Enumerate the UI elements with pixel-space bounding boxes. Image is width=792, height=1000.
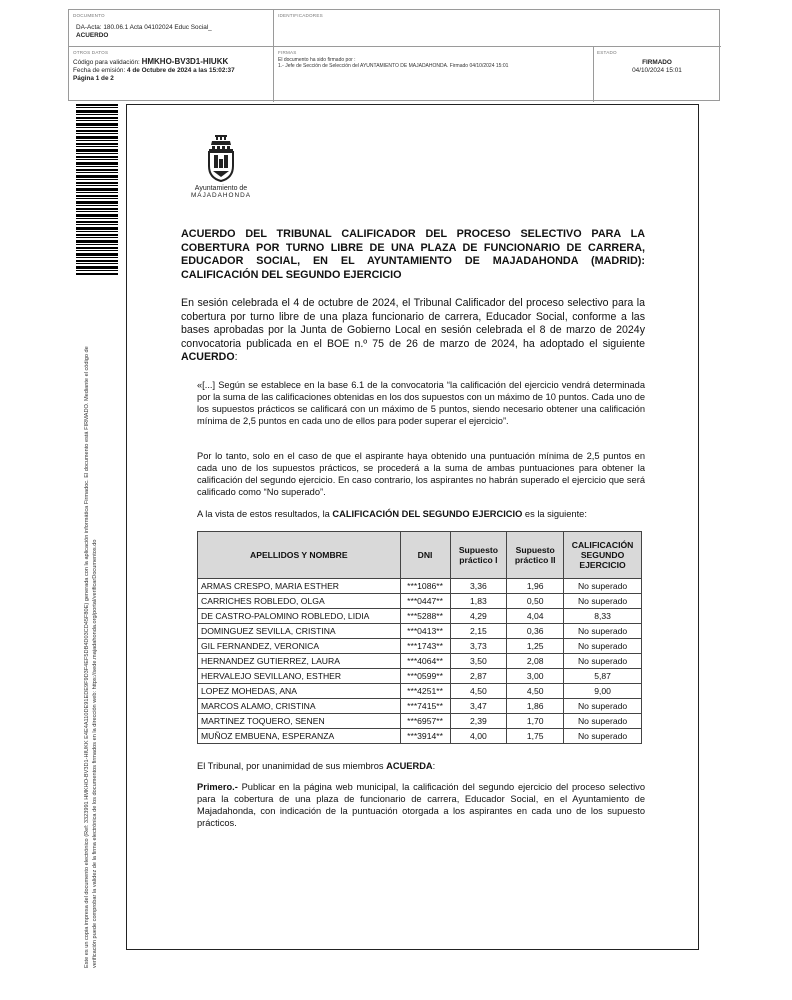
applicant-name: MUÑOZ EMBUENA, ESPERANZA [198, 729, 401, 744]
applicant-dni: ***5288** [400, 609, 450, 624]
estado-date: 04/10/2024 15:01 [632, 67, 682, 74]
applicant-dni: ***7415** [400, 699, 450, 714]
applicant-name: MARCOS ALAMO, CRISTINA [198, 699, 401, 714]
score-supuesto-1: 1,83 [450, 594, 507, 609]
header-dni: DNI [400, 532, 450, 579]
final-grade: No superado [564, 624, 642, 639]
otros-datos-cell [73, 50, 271, 83]
applicant-dni: ***6957** [400, 714, 450, 729]
score-supuesto-2: 1,96 [507, 579, 564, 594]
tribunal-end: : [432, 761, 436, 771]
table-row [198, 594, 642, 609]
header-supuesto-2: Supuesto práctico II [507, 532, 564, 579]
emission-date-label: Fecha de emisión: [73, 67, 127, 74]
applicant-dni: ***1743** [400, 639, 450, 654]
score-supuesto-2: 1,25 [507, 639, 564, 654]
applicant-dni: ***4064** [400, 654, 450, 669]
header-apellidos: APELLIDOS Y NOMBRE [198, 532, 401, 579]
score-supuesto-1: 2,39 [450, 714, 507, 729]
page-number: Página 1 de 2 [73, 75, 114, 82]
firmas-line: El documento ha sido firmado por : [278, 57, 356, 63]
estado-cell [597, 50, 717, 75]
validation-code-label: Código para validación: [73, 59, 142, 66]
applicant-name: GIL FERNANDEZ, VERONICA [198, 639, 401, 654]
otros-datos-label: OTROS DATOS [73, 50, 109, 55]
applicant-name: ARMAS CRESPO, MARIA ESTHER [198, 579, 401, 594]
emission-date [73, 67, 271, 75]
side-verification-url: verificación puede comprobar la validez de la firma electrónica de los documentos firmados en la dirección web: https://sede.majadahonda.org/portal/verificarDocumentos.do [92, 539, 98, 968]
applicant-name: LOPEZ MOHEDAS, ANA [198, 684, 401, 699]
applicant-name: DOMINGUEZ SEVILLA, CRISTINA [198, 624, 401, 639]
applicant-dni: ***0599** [400, 669, 450, 684]
quote-base-paragraph: «[...] Según se establece en la base 6.1 de la convocatoria “la calificación del ejercicio vendrá determinada por la suma de las calificaciones obtenidas en los dos supuestos con un máximo de 10 puntos. Cada uno de los supuestos prácticos se calificará con un máximo de 5 puntos, siendo necesario obtener una calificación mínima de 2,5 puntos en cada uno de ellos para poder superar el ejercicio”. [197, 380, 645, 426]
final-grade: No superado [564, 579, 642, 594]
documento-cell [73, 13, 269, 40]
estado-value: FIRMADO [642, 59, 672, 66]
table-row [198, 609, 642, 624]
score-supuesto-1: 2,15 [450, 624, 507, 639]
firmas-label: FIRMAS [278, 50, 297, 55]
score-supuesto-1: 3,47 [450, 699, 507, 714]
results-table [197, 531, 642, 744]
results-intro [197, 508, 645, 520]
table-row [198, 654, 642, 669]
score-supuesto-1: 3,36 [450, 579, 507, 594]
header-supuesto-1: Supuesto práctico I [450, 532, 507, 579]
document-title: ACUERDO DEL TRIBUNAL CALIFICADOR DEL PROCESO SELECTIVO PARA LA COBERTURA POR TURNO LIBRE DE UNA PLAZA DE FUNCIONARIO DE CARRERA, EDUCADOR SOCIAL, EN EL AYUNTAMIENTO DE MAJADAHONDA (MADRID): CALIFICACIÓN DEL SEGUNDO EJERCICIO [181, 228, 645, 281]
logo-text-line2: MAJADAHONDA [190, 192, 251, 199]
identificadores-cell [278, 13, 578, 18]
score-supuesto-1: 3,73 [450, 639, 507, 654]
side-verification-text: Este es un copia impresa del documento electrónico (Ref: 3323991 HMKHO-BV3D1-HIUKK E4E4A110DE91EDE9F9D3F4EF5DB4D03CD45F80E) generada con la aplicación informática Firmadoc. El documento está FIRMADO. Mediante el código de [84, 346, 90, 968]
validation-code-value: HMKHO-BV3D1-HIUKK [141, 57, 229, 66]
header-divider [593, 46, 594, 102]
final-grade: No superado [564, 699, 642, 714]
table-row [198, 639, 642, 654]
applicant-dni: ***0447** [400, 594, 450, 609]
score-supuesto-1: 2,87 [450, 669, 507, 684]
final-grade: No superado [564, 714, 642, 729]
table-row [198, 684, 642, 699]
final-grade: No superado [564, 729, 642, 744]
score-supuesto-2: 1,70 [507, 714, 564, 729]
barcode-image [76, 104, 118, 276]
score-supuesto-2: 2,08 [507, 654, 564, 669]
firmas-signer: 1.- Jefe de Sección de Selección del AYUNTAMIENTO DE MAJADAHONDA. Firmado 04/10/2024 15:01 [278, 63, 509, 70]
tribunal-pre: El Tribunal, por unanimidad de sus miembros [197, 761, 387, 771]
score-supuesto-1: 4,50 [450, 684, 507, 699]
score-supuesto-2: 4,04 [507, 609, 564, 624]
tribunal-acuerda: ACUERDA [386, 761, 433, 771]
table-row [198, 714, 642, 729]
results-intro-pre: A la vista de estos resultados, la [197, 509, 333, 519]
score-supuesto-2: 3,00 [507, 669, 564, 684]
document-reference: DA-Acta: 180.06.1 Acta 04102024 Educ Social_ [76, 24, 212, 31]
final-grade: No superado [564, 594, 642, 609]
primero-label: Primero.- [197, 782, 238, 792]
intro-paragraph [181, 297, 645, 365]
logo-text-line1: Ayuntamiento de [194, 185, 248, 192]
final-grade: No superado [564, 654, 642, 669]
table-header-row [198, 532, 642, 579]
score-supuesto-1: 4,29 [450, 609, 507, 624]
score-supuesto-2: 0,36 [507, 624, 564, 639]
applicant-dni: ***1086** [400, 579, 450, 594]
header-calificacion: CALIFICACIÓN SEGUNDO EJERCICIO [564, 532, 642, 579]
applicant-name: HERNANDEZ GUTIERREZ, LAURA [198, 654, 401, 669]
intro-acuerdo: ACUERDO [181, 351, 235, 364]
header-divider [273, 10, 274, 102]
applicant-name: MARTINEZ TOQUERO, SENEN [198, 714, 401, 729]
table-row [198, 579, 642, 594]
identificadores-label: IDENTIFICADORES [278, 13, 323, 18]
final-grade: 9,00 [564, 684, 642, 699]
document-header [68, 9, 720, 101]
applicant-name: HERVALEJO SEVILLANO, ESTHER [198, 669, 401, 684]
applicant-name: CARRICHES ROBLEDO, OLGA [198, 594, 401, 609]
table-row [198, 699, 642, 714]
coat-of-arms-icon [204, 134, 238, 182]
documento-label: DOCUMENTO [73, 13, 105, 18]
score-supuesto-2: 1,75 [507, 729, 564, 744]
quote-consequence-paragraph: Por lo tanto, solo en el caso de que el aspirante haya obtenido una puntuación mínima de 2,5 puntos en cada uno de los supuestos prácticos, se procederá a la suma de ambas puntuaciones para obtener la calificación del segundo ejercicio. En caso contrario, los aspirantes no habrán superado el ejercicio que será calificado como “No superado”. [197, 451, 645, 497]
score-supuesto-2: 4,50 [507, 684, 564, 699]
applicant-name: DE CASTRO-PALOMINO ROBLEDO, LIDIA [198, 609, 401, 624]
results-intro-post: es la siguiente: [522, 509, 587, 519]
intro-text: En sesión celebrada el 4 de octubre de 2024, el Tribunal Calificador del proceso selectivo para la cobertura por turno libre de una plaza funcionario de carrera, Educador Social, conforme a las bases aprobadas por la Junta de Gobierno Local en sesión celebrada el 8 de marzo de 2024y convocatoria publicada en el BOE n.º 75 de 26 de marzo de 2024, ha adoptado el siguiente [181, 297, 645, 350]
applicant-dni: ***4251** [400, 684, 450, 699]
majadahonda-logo [186, 134, 256, 199]
results-intro-bold: CALIFICACIÓN DEL SEGUNDO EJERCICIO [332, 509, 523, 519]
score-supuesto-2: 1,86 [507, 699, 564, 714]
score-supuesto-2: 0,50 [507, 594, 564, 609]
final-grade: 5,87 [564, 669, 642, 684]
document-reference-2: ACUERDO [76, 32, 109, 39]
table-row [198, 669, 642, 684]
intro-end: : [234, 351, 238, 364]
final-grade: No superado [564, 639, 642, 654]
table-row [198, 624, 642, 639]
final-grade: 8,33 [564, 609, 642, 624]
emission-date-value: 4 de Octubre de 2024 a las 15:02:37 [127, 67, 235, 74]
tribunal-line [197, 760, 645, 772]
applicant-dni: ***0413** [400, 624, 450, 639]
primero-text: Publicar en la página web municipal, la calificación del segundo ejercicio del proceso selectivo para la cobertura de una plaza de funcionario de carrera, Educador Social, en el Ayuntamiento de Majadahonda, con indicación de la puntuación otorgada a los aspirantes en cada uno de los supuesto prácticos. [197, 782, 645, 828]
firmas-cell [278, 50, 590, 70]
validation-code [73, 58, 271, 67]
estado-label: ESTADO [597, 50, 617, 55]
applicant-dni: ***3914** [400, 729, 450, 744]
primero-paragraph [197, 781, 645, 829]
header-divider [69, 46, 721, 47]
score-supuesto-1: 4,00 [450, 729, 507, 744]
score-supuesto-1: 3,50 [450, 654, 507, 669]
table-row [198, 729, 642, 744]
